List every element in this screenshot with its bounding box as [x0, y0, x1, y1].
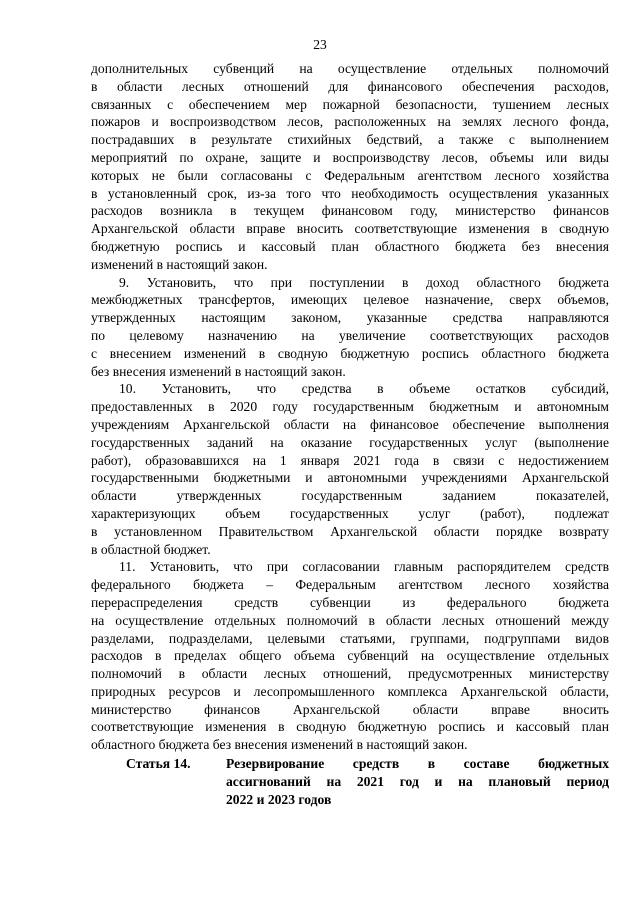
text-line: на осуществление отдельных полномочий в области лесных отношений между: [91, 612, 609, 628]
text-line: предоставленных в 2020 году государственным бюджетным и автономным: [91, 399, 609, 415]
text-line: расходов в пределах общего объема субвенций на осуществление отдельных: [91, 648, 609, 664]
paragraph: [91, 558, 609, 754]
body-text: [91, 60, 609, 754]
text-line: соответствующие изменения в сводную бюджетную роспись и кассовый план: [91, 719, 609, 735]
text-line: по целевому назначению на увеличение соответствующих расходов: [91, 327, 609, 343]
text-line: с внесением изменений в сводную бюджетную роспись областного бюджета: [91, 345, 609, 361]
text-line: государственными бюджетными и автономными учреждениями Архангельской: [91, 470, 609, 486]
text-line: мероприятий по охране, защите и воспроизводству лесов, объемы или виды: [91, 149, 609, 165]
text-line: пострадавших в результате стихийных бедствий, а также с выполнением: [91, 132, 609, 148]
text-line: 9. Установить, что при поступлении в доход областного бюджета: [119, 274, 609, 290]
page-number: 23: [313, 37, 327, 52]
article-title-line: 2022 и 2023 годов: [226, 791, 332, 807]
paragraph: [91, 60, 609, 274]
text-line: изменений в настоящий закон.: [91, 256, 268, 272]
text-line: перераспределения средств субвенции из федерального бюджета: [91, 594, 609, 610]
text-line: дополнительных субвенций на осуществление отдельных полномочий: [91, 61, 609, 76]
paragraph: [91, 380, 609, 558]
text-line: в области лесных отношений для финансового обеспечения расходов,: [91, 78, 609, 94]
text-line: без внесения изменений в настоящий закон.: [91, 363, 346, 379]
paragraph: [91, 274, 609, 381]
article-label: Статья 14.: [126, 756, 191, 771]
text-line: в установленный срок, из-за того что необходимость осуществления указанных: [91, 185, 609, 201]
article-title-line: ассигнований на 2021 год и на плановый период: [226, 773, 609, 789]
text-line: 10. Установить, что средства в объеме остатков субсидий,: [119, 381, 609, 397]
text-line: в областной бюджет.: [91, 541, 211, 557]
text-line: министерство финансов Архангельской области вправе вносить: [91, 701, 609, 717]
text-line: области утвержденных государственным заданием показателей,: [91, 488, 609, 504]
text-line: областного бюджета без внесения изменений в настоящий закон.: [91, 737, 468, 753]
text-line: полномочий в области лесных отношений, предусмотренных министерству: [91, 666, 609, 682]
text-line: пожаров и воспроизводством лесов, расположенных на землях лесного фонда,: [91, 114, 609, 130]
text-line: федерального бюджета – Федеральным агентством лесного хозяйства: [91, 577, 609, 593]
article-title: [226, 755, 609, 808]
text-line: разделами, подразделами, целевыми статьями, группами, подгруппами видов: [91, 630, 609, 646]
text-line: характеризующих объем государственных услуг (работ), подлежат: [91, 505, 609, 521]
text-line: природных ресурсов и лесопромышленного комплекса Архангельской области,: [91, 683, 609, 699]
text-line: работ), образовавшихся на 1 января 2021 года в связи с недостижением: [91, 452, 609, 468]
text-line: Архангельской области вправе вносить соответствующие изменения в сводную: [91, 221, 609, 237]
text-line: бюджетную роспись и кассовый план областного бюджета без внесения: [91, 238, 609, 254]
text-line: утвержденных настоящим законом, указанные средства направляются: [91, 310, 609, 326]
text-line: связанных с обеспечением мер пожарной безопасности, тушением лесных: [91, 96, 609, 112]
text-line: учреждениям Архангельской области на финансовое обеспечение выполнения: [91, 416, 609, 432]
text-line: 11. Установить, что при согласовании главным распорядителем средств: [119, 559, 609, 575]
text-line: которых не были согласованы с Федеральным агентством лесного хозяйства: [91, 167, 609, 183]
text-line: межбюджетных трансфертов, имеющих целевое назначение, сверх объемов,: [91, 292, 609, 308]
article-title-line: Резервирование средств в составе бюджетных: [226, 756, 609, 771]
text-line: в установленном Правительством Архангельской области порядке возврату: [91, 523, 609, 539]
text-line: государственных заданий на оказание государственных услуг (выполнение: [91, 434, 609, 450]
text-line: расходов возникла в текущем финансовом году, министерство финансов: [91, 203, 609, 219]
